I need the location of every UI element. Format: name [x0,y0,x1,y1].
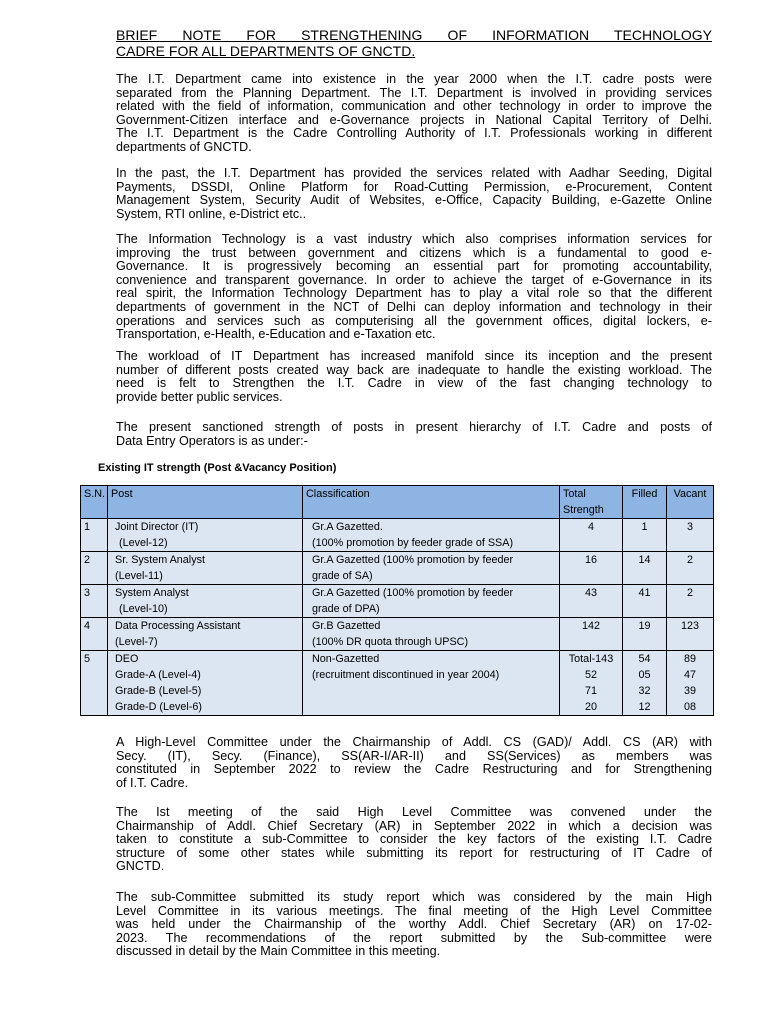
table-row-deo [81,651,714,716]
cell-text: Non-Gazetted [312,653,380,665]
cell-total [560,651,623,716]
text-line: of I.T. Cadre. [116,775,189,790]
cell-text: Sr. System Analyst [115,554,206,566]
cell-text: Total-143 [568,653,614,665]
cell-text: Grade-B (Level-5) [115,685,202,697]
cell-post [108,651,303,716]
paragraph-past-services [116,167,712,221]
text-line: The sub-Committee submitted its study report which was considered by the main High [116,890,712,904]
text-line: need is felt to Strengthen the I.T. Cadre in view of the fast changing technology to [116,376,712,391]
cell-text: (Level-7) [115,636,158,648]
cell-vacant: 123 [667,618,714,651]
cell-filled: 19 [623,618,667,651]
cell-text: Gr.A Gazetted (100% promotion by feeder [312,587,514,599]
cell-text: 32 [638,685,651,697]
text-line: The workload of IT Department has increased manifold since its inception and the present [116,349,712,363]
cell-text: grade of SA) [312,570,373,582]
cell-total: 43 [560,585,623,618]
text-line: operations and services such as computerising all the government offices, digital lockers, e- [116,313,712,328]
cell-filled: 14 [623,552,667,585]
title-line-1: BRIEF NOTE FOR STRENGTHENING OF INFORMATION TECHNOLOGY [116,27,712,43]
header-filled: Filled [623,486,667,519]
text-line: GNCTD. [116,859,165,874]
text-line: convenience and transparent governance. In order to achieve the target of e-Governance in its [116,272,712,287]
table-row [81,519,714,552]
cell-post [108,552,303,585]
cell-sn: 4 [81,618,108,651]
text-line: Secy. (IT), Secy. (Finance), SS(AR-I/AR-II) and SS(Services) as members was [116,748,712,763]
cell-total: 16 [560,552,623,585]
cell-text: DEO [115,653,139,665]
cell-vacant: 3 [667,519,714,552]
cell-filled [623,651,667,716]
text-line: Transportation, e-Health, e-Education and e-Taxation etc. [116,327,436,342]
cell-filled: 1 [623,519,667,552]
text-line: The I.T. Department is the Cadre Controlling Authority of I.T. Professionals working in different [116,126,712,141]
cell-text: Joint Director (IT) [115,521,199,533]
cell-text: System Analyst [115,587,189,599]
cell-text: (Level-11) [115,570,163,582]
header-vacant: Vacant [667,486,714,519]
cell-filled: 41 [623,585,667,618]
cell-vacant: 2 [667,585,714,618]
text-line: System, RTI online, e-District etc.. [116,206,307,221]
text-line: departments of GNCTD. [116,139,252,154]
cell-text: 71 [584,685,597,697]
text-line: Government-Citizen interface and e-Governance projects in National Capital Territory of Delhi. [116,112,712,127]
text-line: structure of some other states while submitting its report for restructuring of IT Cadre of [116,845,712,860]
cell-text: Gr.A Gazetted (100% promotion by feeder [312,554,514,566]
text-line: Management System, Security Audit of Websites, e-Office, Capacity Building, e-Gazette Online [116,193,712,208]
header-total-strength [560,486,623,519]
cell-total: 142 [560,618,623,651]
paragraph-sub-committee-report [116,891,712,959]
paragraph-information-technology [116,233,712,342]
text-line: 2023. The recommendations of the report submitted by the Sub-committee were [116,930,712,945]
table-row [81,585,714,618]
text-line: was held under the Chairmanship of the worthy Addl. Chief Secretary (AR) on 17-02- [116,917,712,932]
cell-total: 4 [560,519,623,552]
header-total-line: Strength [563,504,604,516]
cell-post [108,519,303,552]
cell-text: Gr.B Gazetted [312,620,381,632]
text-line: A High-Level Committee under the Chairmanship of Addl. CS (GAD)/ Addl. CS (AR) with [116,735,712,749]
cell-text: (100% promotion by feeder grade of SSA) [312,537,514,549]
cell-classification [303,552,560,585]
text-line: taken to constitute a sub-Committee to consider the key factors of the existing I.T. Cadre [116,832,712,847]
cell-text: Grade-A (Level-4) [115,669,201,681]
cell-text: 05 [638,669,651,681]
cell-vacant: 2 [667,552,714,585]
header-total-line: Total [563,488,586,500]
cell-sn: 1 [81,519,108,552]
text-line: The I.T. Department came into existence in the year 2000 when the I.T. cadre posts were [116,72,712,86]
cell-text: 89 [683,653,696,665]
document-title [116,27,712,59]
text-line: Chairmanship of Addl. Chief Secretary (AR) in September 2022 in which a decision was [116,818,712,833]
table-row [81,618,714,651]
header-classification: Classification [303,486,560,519]
text-line: Payments, DSSDI, Online Platform for Road-Cutting Permission, e-Procurement, Content [116,179,712,194]
cell-classification [303,585,560,618]
text-line: constituted in September 2022 to review the Cadre Restructuring and for Strengthening [116,762,712,777]
text-line: In the past, the I.T. Department has provided the services related with Aadhar Seeding, Digital [116,166,712,180]
it-strength-table [80,485,714,716]
cell-text: (Level-12) [119,537,168,549]
table-header-row [81,486,714,519]
cell-post [108,618,303,651]
text-line: Data Entry Operators is as under:- [116,433,308,448]
paragraph-high-level-committee [116,736,712,790]
text-line: improving the trust between government and citizens which is a fundamental to good e- [116,245,712,260]
cell-post [108,585,303,618]
table-caption: Existing IT strength (Post &Vacancy Position) [98,462,337,474]
paragraph-first-meeting [116,806,712,874]
paragraph-it-department-origin [116,73,712,155]
cell-classification [303,618,560,651]
cell-text: (Level-10) [119,603,168,615]
text-line: Level Committee in its various meetings. The final meeting of the High Level Committee [116,903,712,918]
paragraph-workload [116,350,712,404]
text-line: The present sanctioned strength of posts in present hierarchy of I.T. Cadre and posts of [116,420,712,434]
cell-text: 08 [683,701,696,713]
header-sn: S.N. [81,486,108,519]
cell-text: Grade-D (Level-6) [115,701,203,713]
cell-text: 47 [683,669,696,681]
cell-classification [303,651,560,716]
text-line: Governance. It is progressively becoming an essential part for promoting accountability, [116,259,712,274]
title-line-2: CADRE FOR ALL DEPARTMENTS OF GNCTD. [116,43,416,59]
text-line: provide better public services. [116,389,283,404]
text-line: departments of government in the NCT of Delhi can deploy information and technology in their [116,299,712,314]
cell-text: 52 [584,669,597,681]
cell-text: (recruitment discontinued in year 2004) [312,669,500,681]
cell-sn: 5 [81,651,108,716]
cell-text: 39 [683,685,696,697]
cell-sn: 2 [81,552,108,585]
text-line: The Ist meeting of the said High Level Committee was convened under the [116,805,712,819]
cell-sn: 3 [81,585,108,618]
text-line: related with the field of information, communication and other technology in order to improve the [116,99,712,114]
text-line: real spirit, the Information Technology Department has to play a vital role so that the different [116,286,712,301]
text-line: number of different posts created way back are inadequate to handle the existing workload. The [116,362,712,377]
cell-text: 54 [638,653,651,665]
cell-text: 12 [638,701,651,713]
cell-text: Gr.A Gazetted. [312,521,383,533]
cell-classification [303,519,560,552]
cell-text: 20 [584,701,597,713]
text-line: separated from the Planning Department. The I.T. Department is involved in providing services [116,85,712,100]
paragraph-sanctioned-strength [116,421,712,448]
cell-text: (100% DR quota through UPSC) [312,636,469,648]
header-post: Post [108,486,303,519]
table-row [81,552,714,585]
cell-vacant [667,651,714,716]
text-line: discussed in detail by the Main Committee in this meeting. [116,944,441,959]
cell-text: Data Processing Assistant [115,620,241,632]
text-line: The Information Technology is a vast industry which also comprises information services for [116,232,712,246]
cell-text: grade of DPA) [312,603,380,615]
